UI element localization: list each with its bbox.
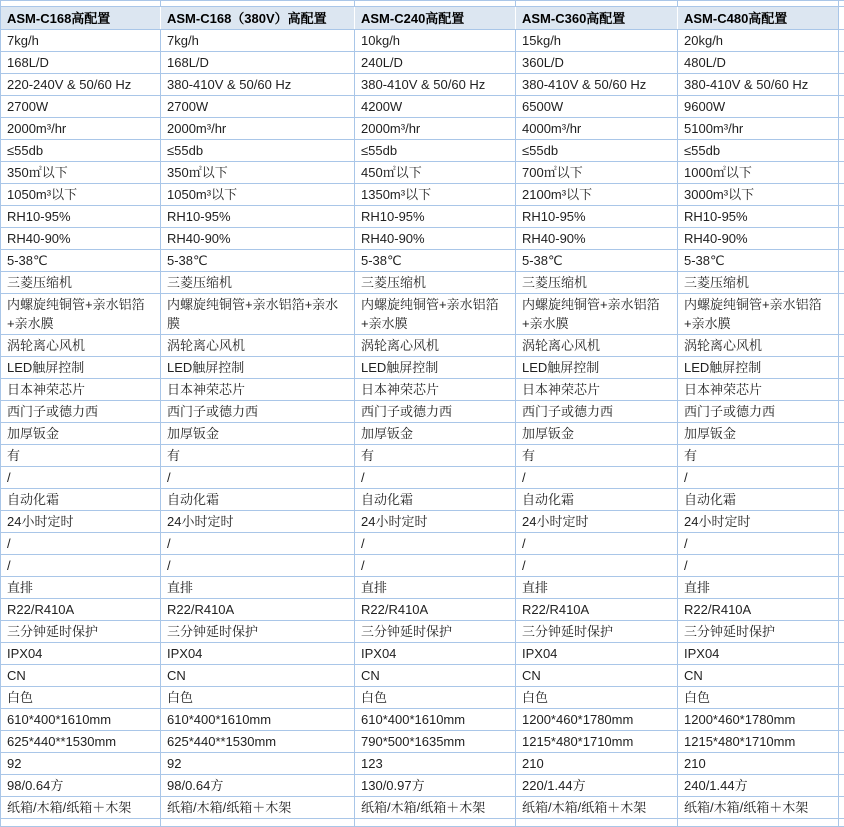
spec-cell[interactable]: 加厚钣金 [678, 423, 839, 445]
partial-cell [839, 162, 844, 184]
table-row [1, 775, 844, 797]
spec-cell[interactable]: 2700W [1, 96, 161, 118]
spec-cell[interactable]: 220-240V & 50/60 Hz [1, 74, 161, 96]
spec-cell[interactable]: 日本神荣芯片 [678, 379, 839, 401]
table-row [1, 250, 844, 272]
spec-cell[interactable]: R22/R410A [516, 599, 678, 621]
spec-cell[interactable]: 380-410V & 50/60 Hz [516, 74, 678, 96]
table-row [1, 599, 844, 621]
partial-cell [839, 184, 844, 206]
spec-cell[interactable]: RH40-90% [516, 228, 678, 250]
spec-cell[interactable]: ≤55db [1, 140, 161, 162]
spec-cell[interactable]: 700㎡以下 [516, 162, 678, 184]
spec-cell[interactable]: 直排 [161, 577, 355, 599]
spec-cell[interactable]: CN [1, 665, 161, 687]
partial-cell [839, 118, 844, 140]
partial-cell [1, 819, 161, 827]
spec-cell[interactable]: 1050m³以下 [1, 184, 161, 206]
table-row [1, 511, 844, 533]
table-row [1, 96, 844, 118]
spec-cell[interactable]: 5-38℃ [161, 250, 355, 272]
partial-cell [839, 467, 844, 489]
table-row [1, 753, 844, 775]
spec-cell[interactable]: 加厚钣金 [355, 423, 516, 445]
spec-cell[interactable]: 西门子或德力西 [1, 401, 161, 423]
spec-cell[interactable]: RH10-95% [161, 206, 355, 228]
spec-cell[interactable]: 1200*460*1780mm [678, 709, 839, 731]
spec-cell[interactable]: CN [161, 665, 355, 687]
partial-cell [516, 819, 678, 827]
spec-cell[interactable]: 790*500*1635mm [355, 731, 516, 753]
spec-cell[interactable]: / [355, 555, 516, 577]
table-row [1, 555, 844, 577]
spec-cell[interactable]: 白色 [161, 687, 355, 709]
table-row [1, 621, 844, 643]
spec-cell[interactable]: / [516, 533, 678, 555]
spec-cell[interactable]: RH40-90% [1, 228, 161, 250]
partial-cell [839, 775, 844, 797]
spec-cell[interactable]: 内螺旋纯铜管+亲水铝箔+亲水膜 [1, 294, 161, 335]
spec-cell[interactable]: 三菱压缩机 [1, 272, 161, 294]
spec-cell[interactable]: 内螺旋纯铜管+亲水铝箔+亲水膜 [355, 294, 516, 335]
table-row [1, 162, 844, 184]
spec-cell[interactable]: 西门子或德力西 [355, 401, 516, 423]
partial-cell [839, 797, 844, 819]
table-row [1, 687, 844, 709]
spec-cell[interactable]: 三菱压缩机 [161, 272, 355, 294]
spec-cell[interactable]: 168L/D [161, 52, 355, 74]
spec-cell[interactable]: 加厚钣金 [161, 423, 355, 445]
table-row [1, 643, 844, 665]
spec-cell[interactable]: 涡轮离心风机 [678, 335, 839, 357]
spec-cell[interactable]: 直排 [678, 577, 839, 599]
spec-cell[interactable]: 加厚钣金 [1, 423, 161, 445]
spec-cell[interactable]: ≤55db [516, 140, 678, 162]
spec-cell[interactable]: 自动化霜 [1, 489, 161, 511]
spec-cell[interactable]: 210 [678, 753, 839, 775]
partial-cell [839, 511, 844, 533]
spec-cell[interactable]: IPX04 [1, 643, 161, 665]
spec-cell[interactable]: / [678, 467, 839, 489]
spec-cell[interactable]: 纸箱/木箱/纸箱＋木架 [1, 797, 161, 819]
spec-cell[interactable]: LED触屏控制 [355, 357, 516, 379]
spec-cell[interactable]: 内螺旋纯铜管+亲水铝箔+亲水膜 [516, 294, 678, 335]
spec-cell[interactable]: 10kg/h [355, 30, 516, 52]
partial-cell [839, 335, 844, 357]
table-row [1, 74, 844, 96]
spec-cell[interactable]: 610*400*1610mm [355, 709, 516, 731]
spec-cell[interactable]: / [161, 467, 355, 489]
spec-cell[interactable]: 15kg/h [516, 30, 678, 52]
spec-cell[interactable]: / [355, 467, 516, 489]
spec-cell[interactable]: 380-410V & 50/60 Hz [161, 74, 355, 96]
spec-cell[interactable]: 三分钟延时保护 [516, 621, 678, 643]
partial-cell [839, 599, 844, 621]
spec-cell[interactable]: 直排 [355, 577, 516, 599]
spec-cell[interactable]: 三分钟延时保护 [355, 621, 516, 643]
table-row [1, 577, 844, 599]
spec-cell[interactable]: 92 [161, 753, 355, 775]
table-row [1, 30, 844, 52]
partial-cell [839, 401, 844, 423]
spec-cell[interactable]: 西门子或德力西 [161, 401, 355, 423]
spec-cell[interactable]: 5-38℃ [678, 250, 839, 272]
spec-cell[interactable]: LED触屏控制 [161, 357, 355, 379]
spec-cell[interactable]: LED触屏控制 [678, 357, 839, 379]
spec-cell[interactable]: CN [678, 665, 839, 687]
spec-cell[interactable]: 自动化霜 [355, 489, 516, 511]
partial-cell [839, 423, 844, 445]
table-row [1, 335, 844, 357]
spec-cell[interactable]: 有 [161, 445, 355, 467]
spec-cell[interactable]: RH10-95% [355, 206, 516, 228]
table-row [1, 797, 844, 819]
spec-cell[interactable]: 有 [678, 445, 839, 467]
spec-cell[interactable]: / [678, 533, 839, 555]
spec-cell[interactable]: / [516, 467, 678, 489]
spec-cell[interactable]: 纸箱/木箱/纸箱＋木架 [516, 797, 678, 819]
spec-cell[interactable]: 白色 [355, 687, 516, 709]
spec-cell[interactable]: / [161, 555, 355, 577]
spec-cell[interactable]: ≤55db [355, 140, 516, 162]
spec-cell[interactable]: LED触屏控制 [516, 357, 678, 379]
spec-cell[interactable]: R22/R410A [355, 599, 516, 621]
table-row [1, 731, 844, 753]
column-header[interactable]: ASM-C168高配置 [1, 7, 161, 30]
spec-cell[interactable]: IPX04 [516, 643, 678, 665]
spec-cell[interactable]: R22/R410A [678, 599, 839, 621]
spec-cell[interactable]: 西门子或德力西 [678, 401, 839, 423]
spec-cell[interactable]: RH40-90% [355, 228, 516, 250]
partial-cell [161, 819, 355, 827]
spec-cell[interactable]: 有 [355, 445, 516, 467]
spec-cell[interactable]: RH10-95% [516, 206, 678, 228]
spec-cell[interactable]: 168L/D [1, 52, 161, 74]
spec-cell[interactable]: 2000m³/hr [1, 118, 161, 140]
spec-cell[interactable]: / [355, 533, 516, 555]
spec-cell[interactable]: IPX04 [678, 643, 839, 665]
spec-cell[interactable]: 350㎡以下 [1, 162, 161, 184]
spec-cell[interactable]: 24小时定时 [1, 511, 161, 533]
spec-cell[interactable]: / [161, 533, 355, 555]
spec-cell[interactable]: 白色 [678, 687, 839, 709]
spec-cell[interactable]: ≤55db [161, 140, 355, 162]
spec-cell[interactable]: 3000m³以下 [678, 184, 839, 206]
spec-cell[interactable]: 纸箱/木箱/纸箱＋木架 [161, 797, 355, 819]
spec-cell[interactable]: 内螺旋纯铜管+亲水铝箔+亲水膜 [678, 294, 839, 335]
spec-cell[interactable]: 三菱压缩机 [516, 272, 678, 294]
partial-cell [839, 643, 844, 665]
table-row [1, 357, 844, 379]
spec-cell[interactable]: 白色 [1, 687, 161, 709]
spec-cell[interactable]: RH10-95% [1, 206, 161, 228]
spec-cell[interactable]: 92 [1, 753, 161, 775]
spec-cell[interactable]: 5-38℃ [355, 250, 516, 272]
table-row [1, 401, 844, 423]
partial-cell [839, 357, 844, 379]
partial-cell [839, 206, 844, 228]
spec-cell[interactable]: 123 [355, 753, 516, 775]
table-row [1, 489, 844, 511]
spec-cell[interactable]: 240/1.44方 [678, 775, 839, 797]
table-row [1, 272, 844, 294]
spec-cell[interactable]: 西门子或德力西 [516, 401, 678, 423]
spec-cell[interactable]: 2000m³/hr [161, 118, 355, 140]
spec-cell[interactable]: 240L/D [355, 52, 516, 74]
spec-cell[interactable]: 7kg/h [161, 30, 355, 52]
table-row [1, 709, 844, 731]
column-header[interactable]: ASM-C480高配置 [678, 7, 839, 30]
spec-cell[interactable]: 日本神荣芯片 [1, 379, 161, 401]
spec-cell[interactable]: 5-38℃ [516, 250, 678, 272]
spec-cell[interactable]: 380-410V & 50/60 Hz [678, 74, 839, 96]
partial-cell [839, 52, 844, 74]
header-row [1, 7, 844, 30]
spec-cell[interactable]: 1000㎡以下 [678, 162, 839, 184]
spec-cell[interactable]: RH10-95% [678, 206, 839, 228]
spec-cell[interactable]: RH40-90% [678, 228, 839, 250]
spec-cell[interactable]: 210 [516, 753, 678, 775]
spec-cell[interactable]: R22/R410A [1, 599, 161, 621]
spec-cell[interactable]: 纸箱/木箱/纸箱＋木架 [355, 797, 516, 819]
spec-cell[interactable]: 610*400*1610mm [1, 709, 161, 731]
table-row [1, 140, 844, 162]
column-header[interactable]: ASM-C360高配置 [516, 7, 678, 30]
spec-cell[interactable]: / [678, 555, 839, 577]
spec-cell[interactable]: 6500W [516, 96, 678, 118]
partial-cell [839, 489, 844, 511]
spec-cell[interactable]: 360L/D [516, 52, 678, 74]
spec-cell[interactable]: / [1, 555, 161, 577]
spec-cell[interactable]: 2700W [161, 96, 355, 118]
partial-cell [839, 445, 844, 467]
partial-cell [839, 731, 844, 753]
spec-cell[interactable]: 1200*460*1780mm [516, 709, 678, 731]
spec-cell[interactable]: 24小时定时 [516, 511, 678, 533]
spec-cell[interactable]: 自动化霜 [678, 489, 839, 511]
spec-cell[interactable]: 涡轮离心风机 [355, 335, 516, 357]
spec-cell[interactable]: 三分钟延时保护 [161, 621, 355, 643]
spec-cell[interactable]: 610*400*1610mm [161, 709, 355, 731]
spec-cell[interactable]: / [1, 533, 161, 555]
spec-cell[interactable]: 直排 [516, 577, 678, 599]
column-header[interactable]: ASM-C240高配置 [355, 7, 516, 30]
partial-row-bottom [1, 819, 844, 827]
spec-cell[interactable]: 4000m³/hr [516, 118, 678, 140]
partial-cell [355, 819, 516, 827]
partial-cell [839, 577, 844, 599]
spec-cell[interactable]: 450㎡以下 [355, 162, 516, 184]
partial-cell [839, 621, 844, 643]
spec-cell[interactable]: 日本神荣芯片 [355, 379, 516, 401]
spec-cell[interactable]: 625*440**1530mm [1, 731, 161, 753]
spec-cell[interactable]: 涡轮离心风机 [1, 335, 161, 357]
table-row [1, 228, 844, 250]
spec-cell[interactable]: 三菱压缩机 [355, 272, 516, 294]
partial-cell [839, 250, 844, 272]
spec-cell[interactable]: 98/0.64方 [1, 775, 161, 797]
partial-cell [839, 30, 844, 52]
partial-cell [839, 272, 844, 294]
spec-cell[interactable]: 24小时定时 [161, 511, 355, 533]
partial-cell [839, 228, 844, 250]
spec-cell[interactable]: 三菱压缩机 [678, 272, 839, 294]
partial-cell [839, 140, 844, 162]
spec-cell[interactable]: CN [355, 665, 516, 687]
spec-cell[interactable]: 2000m³/hr [355, 118, 516, 140]
spec-cell[interactable]: 有 [1, 445, 161, 467]
partial-cell [839, 753, 844, 775]
spec-cell[interactable]: CN [516, 665, 678, 687]
partial-cell [839, 819, 844, 827]
partial-cell [839, 533, 844, 555]
partial-cell [839, 7, 844, 30]
spec-cell[interactable]: 1215*480*1710mm [516, 731, 678, 753]
table-row [1, 445, 844, 467]
spec-cell[interactable]: 24小时定时 [678, 511, 839, 533]
spec-cell[interactable]: 7kg/h [1, 30, 161, 52]
spec-cell[interactable]: 2100m³以下 [516, 184, 678, 206]
spec-cell[interactable]: 日本神荣芯片 [161, 379, 355, 401]
spec-cell[interactable]: 9600W [678, 96, 839, 118]
table-row [1, 52, 844, 74]
spec-cell[interactable]: 5100m³/hr [678, 118, 839, 140]
partial-cell [839, 96, 844, 118]
spec-cell[interactable]: 480L/D [678, 52, 839, 74]
column-header[interactable]: ASM-C168（380V）高配置 [161, 7, 355, 30]
spec-cell[interactable]: 加厚钣金 [516, 423, 678, 445]
spec-cell[interactable]: 三分钟延时保护 [1, 621, 161, 643]
spec-cell[interactable]: R22/R410A [161, 599, 355, 621]
spec-cell[interactable]: / [1, 467, 161, 489]
table-row [1, 533, 844, 555]
spec-cell[interactable]: 白色 [516, 687, 678, 709]
spec-cell[interactable]: 涡轮离心风机 [516, 335, 678, 357]
spec-cell[interactable]: 三分钟延时保护 [678, 621, 839, 643]
partial-cell [839, 294, 844, 335]
spec-cell[interactable]: RH40-90% [161, 228, 355, 250]
partial-cell [839, 665, 844, 687]
partial-cell [839, 687, 844, 709]
spec-cell[interactable]: 4200W [355, 96, 516, 118]
table-row [1, 294, 844, 335]
spec-cell[interactable]: 1350m³以下 [355, 184, 516, 206]
spec-cell[interactable]: 内螺旋纯铜管+亲水铝箔+亲水膜 [161, 294, 355, 335]
partial-cell [839, 709, 844, 731]
spec-cell[interactable]: / [516, 555, 678, 577]
table-row [1, 379, 844, 401]
spec-cell[interactable]: 5-38℃ [1, 250, 161, 272]
table-row [1, 665, 844, 687]
table-row [1, 423, 844, 445]
spec-cell[interactable]: 350㎡以下 [161, 162, 355, 184]
spec-cell[interactable]: 24小时定时 [355, 511, 516, 533]
spec-cell[interactable]: 1215*480*1710mm [678, 731, 839, 753]
spec-cell[interactable]: LED触屏控制 [1, 357, 161, 379]
table-row [1, 184, 844, 206]
spec-cell[interactable]: 625*440**1530mm [161, 731, 355, 753]
spec-cell[interactable]: 自动化霜 [516, 489, 678, 511]
spec-cell[interactable]: 涡轮离心风机 [161, 335, 355, 357]
spec-cell[interactable]: ≤55db [678, 140, 839, 162]
spec-cell[interactable]: 1050m³以下 [161, 184, 355, 206]
spec-cell[interactable]: 纸箱/木箱/纸箱＋木架 [678, 797, 839, 819]
spec-cell[interactable]: 380-410V & 50/60 Hz [355, 74, 516, 96]
spec-cell[interactable]: 直排 [1, 577, 161, 599]
table-row [1, 118, 844, 140]
partial-cell [839, 379, 844, 401]
table-row [1, 206, 844, 228]
spec-table-body [1, 1, 844, 827]
table-row [1, 467, 844, 489]
spec-cell[interactable]: 自动化霜 [161, 489, 355, 511]
spec-cell[interactable]: 130/0.97方 [355, 775, 516, 797]
spec-cell[interactable]: IPX04 [355, 643, 516, 665]
partial-cell [839, 555, 844, 577]
spec-cell[interactable]: IPX04 [161, 643, 355, 665]
spec-cell[interactable]: 日本神荣芯片 [516, 379, 678, 401]
partial-cell [678, 819, 839, 827]
spec-cell[interactable]: 220/1.44方 [516, 775, 678, 797]
spec-cell[interactable]: 20kg/h [678, 30, 839, 52]
partial-cell [839, 74, 844, 96]
spec-cell[interactable]: 有 [516, 445, 678, 467]
spec-cell[interactable]: 98/0.64方 [161, 775, 355, 797]
